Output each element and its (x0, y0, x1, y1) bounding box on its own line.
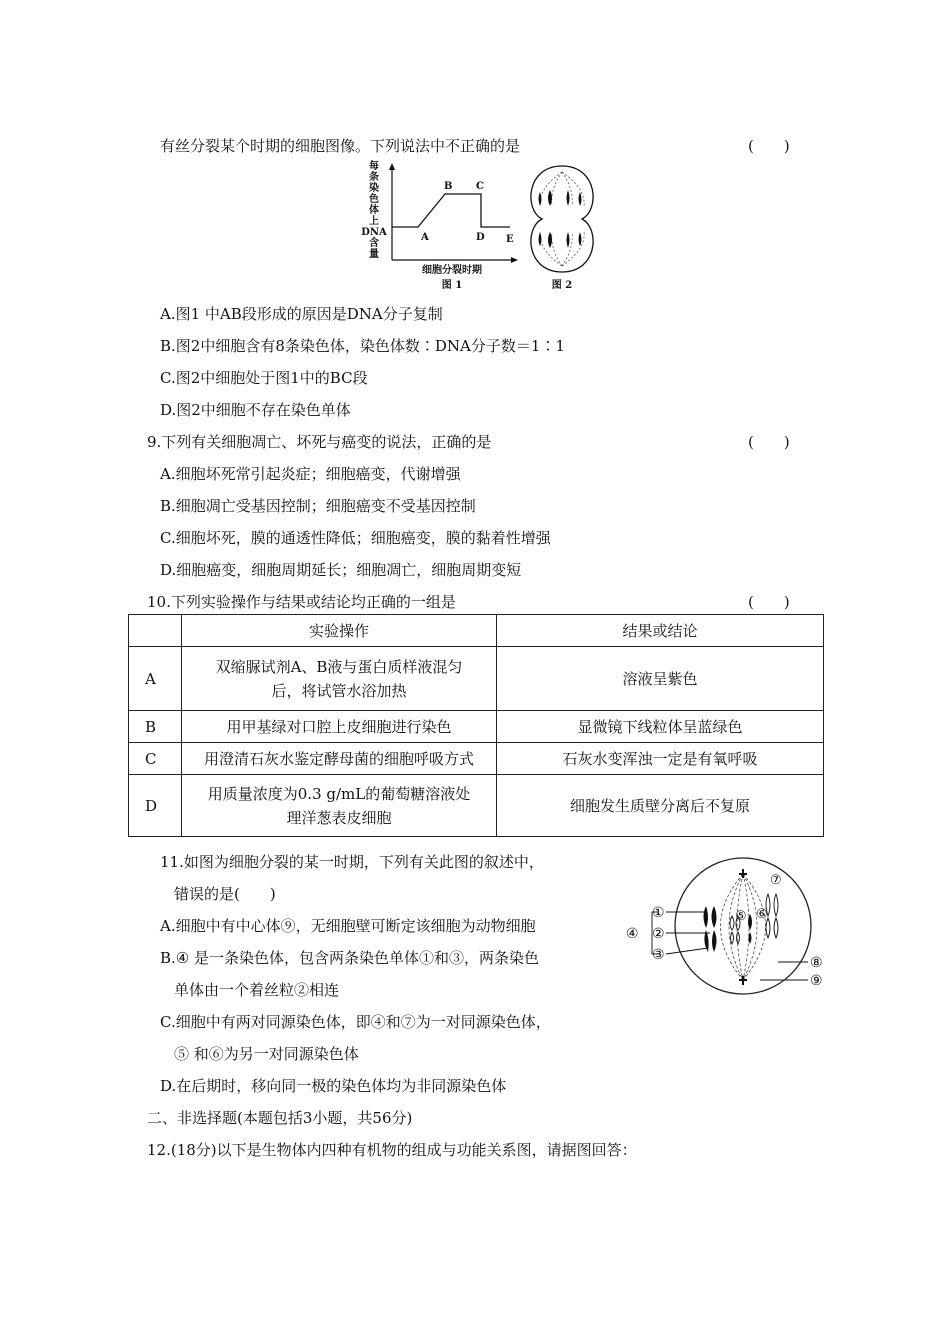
q11-option-b: B.④ 是一条染色体，包含两条染色单体①和③，两条染色 (160, 949, 540, 967)
q11-cell-figure (620, 856, 836, 1000)
fig1-ylabel-0: 每 (369, 161, 379, 172)
q11-label-2: ② (652, 926, 665, 942)
q10-table (128, 614, 824, 837)
row-operation (182, 647, 497, 711)
q9-option-c: C.细胞坏死，膜的通透性降低；细胞癌变，膜的黏着性增强 (160, 529, 551, 547)
row-operation: 用甲基绿对口腔上皮细胞进行染色 (182, 711, 497, 743)
row-label: C (129, 743, 182, 775)
table-row (129, 743, 824, 775)
q11-option-c-cont: ⑤ 和⑥为另一对同源染色体 (174, 1045, 359, 1063)
row-operation-line2: 后，将试管水浴加热 (271, 681, 407, 700)
q8-option-b: B.图2中细胞含有8条染色体，染色体数∶DNA分子数＝1∶1 (160, 337, 565, 355)
q11-label-9: ⑨ (810, 973, 823, 989)
fig1-ylabel-6: DNA (361, 227, 387, 238)
q11-label-1: ① (652, 905, 665, 921)
q11-label-3: ③ (652, 947, 665, 963)
q11-label-4: ④ (626, 926, 639, 942)
row-operation-line1: 用质量浓度为0.3 g/mL的葡萄糖溶液处 (207, 784, 471, 803)
fig1-ylabel-2: 染 (369, 183, 379, 194)
q9-option-a: A.细胞坏死常引起炎症；细胞癌变，代谢增强 (160, 465, 461, 483)
q8-option-c: C.图2中细胞处于图1中的BC段 (160, 369, 368, 387)
q9-paren: ( ) (748, 433, 790, 451)
q8-paren: ( ) (748, 137, 790, 155)
row-label: A (129, 647, 182, 711)
q12-stem: 12.(18分)以下是生物体内四种有机物的组成与功能关系图，请据图回答： (147, 1141, 637, 1159)
fig1-ylabel-8: 量 (369, 249, 379, 260)
section2-heading: 二、非选择题(本题包括3小题，共56分) (147, 1109, 413, 1127)
table-header-blank (129, 615, 182, 647)
q11-label-5: ⑤ (735, 909, 747, 924)
q11-option-d: D.在后期时，移向同一极的染色体均为非同源染色体 (160, 1077, 507, 1095)
row-result: 细胞发生质壁分离后不复原 (497, 775, 824, 837)
table-row (129, 647, 824, 711)
fig1-xlabel: 细胞分裂时期 (422, 265, 482, 276)
row-operation-line2: 理洋葱表皮细胞 (286, 808, 392, 827)
q8-option-d: D.图2中细胞不存在染色单体 (160, 401, 351, 419)
figure-2-cell (520, 164, 604, 294)
fig1-point-b: B (444, 181, 453, 192)
q9-option-b: B.细胞凋亡受基因控制；细胞癌变不受基因控制 (160, 497, 476, 515)
fig1-ylabel-5: 上 (369, 216, 379, 227)
q10-paren: ( ) (748, 593, 790, 611)
fig1-ylabel-4: 体 (369, 205, 379, 216)
row-result: 溶液呈紫色 (497, 647, 824, 711)
row-operation (182, 775, 497, 837)
row-label: D (129, 775, 182, 837)
q11-option-a: A.细胞中有中心体⑨，无细胞壁可断定该细胞为动物细胞 (160, 917, 536, 935)
table-header-result: 结果或结论 (497, 615, 824, 647)
table-row (129, 775, 824, 837)
fig1-caption: 图 1 (441, 280, 463, 291)
q8-option-a: A.图1 中AB段形成的原因是DNA分子复制 (160, 305, 443, 323)
fig1-ylabel-1: 条 (369, 172, 379, 183)
q11-label-8: ⑧ (810, 955, 823, 971)
q9-stem: 9.下列有关细胞凋亡、坏死与癌变的说法，正确的是 (147, 433, 492, 451)
row-operation: 用澄清石灰水鉴定酵母菌的细胞呼吸方式 (182, 743, 497, 775)
table-row (129, 711, 824, 743)
fig1-point-c: C (476, 181, 484, 192)
fig1-point-a: A (421, 232, 429, 243)
q8-stem: 有丝分裂某个时期的细胞图像。下列说法中不正确的是 (160, 137, 521, 155)
fig1-ylabel-3: 色 (369, 194, 379, 205)
fig2-caption: 图 2 (551, 280, 573, 291)
figure-1-dna-graph (360, 160, 520, 294)
q11-option-b-cont: 单体由一个着丝粒②相连 (174, 981, 340, 999)
fig1-point-d: D (476, 232, 485, 243)
q11-stem-line1: 11.如图为细胞分裂的某一时期，下列有关此图的叙述中， (160, 853, 544, 871)
table-header-operation: 实验操作 (182, 615, 497, 647)
q11-label-6: ⑥ (756, 907, 768, 922)
row-label: B (129, 711, 182, 743)
q11-label-7: ⑦ (770, 873, 782, 888)
row-result: 石灰水变浑浊一定是有氧呼吸 (497, 743, 824, 775)
row-result: 显微镜下线粒体呈蓝绿色 (497, 711, 824, 743)
q9-option-d: D.细胞癌变，细胞周期延长；细胞凋亡，细胞周期变短 (160, 561, 522, 579)
q11-option-c: C.细胞中有两对同源染色体，即④和⑦为一对同源染色体， (160, 1013, 551, 1031)
fig1-point-e: E (506, 234, 514, 245)
row-operation-line1: 双缩脲试剂A、B液与蛋白质样液混匀 (215, 657, 463, 676)
q11-stem-line2: 错误的是( ) (174, 885, 276, 903)
fig1-ylabel-7: 含 (369, 238, 379, 249)
q10-stem: 10.下列实验操作与结果或结论均正确的一组是 (147, 593, 456, 611)
table-header-row (129, 615, 824, 647)
